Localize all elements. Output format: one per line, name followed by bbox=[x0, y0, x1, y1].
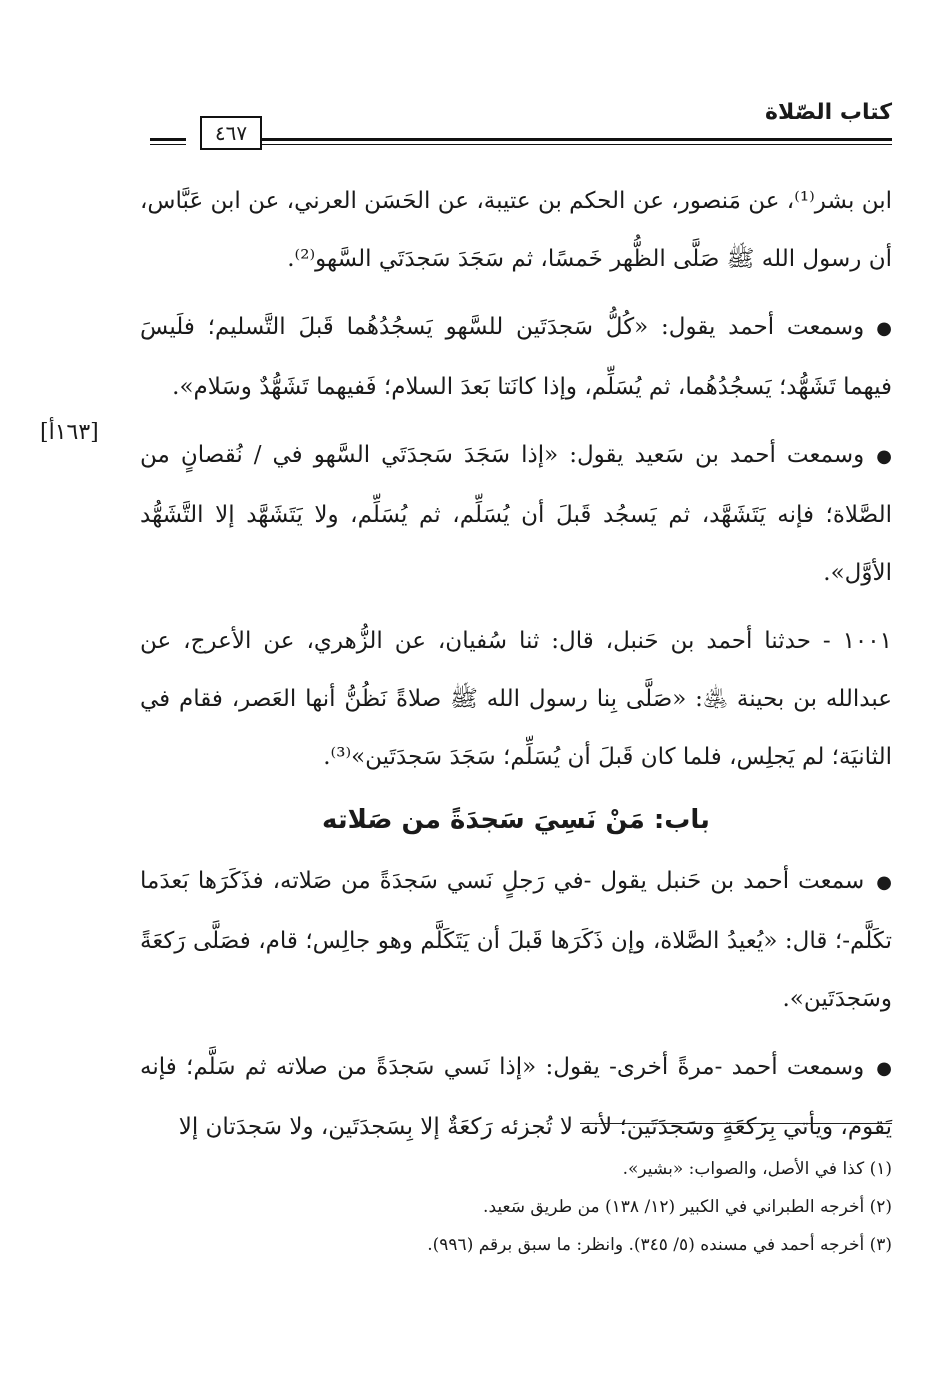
chapter-heading: باب: مَنْ نَسِيَ سَجدَةً من صَلاته bbox=[322, 805, 710, 835]
paragraph-text: وسمعت أحمد بن سَعيد يقول: «إذا سَجَدَ سَجدَتَي السَّهو في / نُقصانٍ من الصَّلاة؛ فإنه يَتَشَهَّد، ثم يَسجُد قَبلَ أن يُسَلِّم، ثم يُسَلِّم، ولا يَتَشَهَّد إلا التَّشَهُّد الأوَّل». bbox=[140, 442, 892, 586]
bullet-icon: ● bbox=[876, 446, 892, 467]
footnote-3: (٣) أخرجه أحمد في مسنده (٥/ ٣٤٥). وانظر: ما سبق برقم (٩٩٦). bbox=[427, 1235, 892, 1255]
paragraph-1 bbox=[140, 172, 892, 288]
margin-manuscript-ref: [١٦٣أ] bbox=[40, 420, 99, 445]
header-rule-short bbox=[150, 138, 186, 145]
bullet-icon: ● bbox=[876, 318, 892, 339]
footnote-1: (١) كذا في الأصل، والصواب: «بشير». bbox=[622, 1159, 892, 1179]
paragraph-text: وسمعت أحمد يقول: «كُلُّ سَجدَتَين للسَّهو يَسجُدُهُما قَبلَ التَّسليم؛ فلَيسَ فيهما تَشَهُّد؛ يَسجُدُهُما، ثم يُسَلِّم، وإذا كانَتا بَعدَ السلام؛ فَفيهما تَشَهُّدٌ وسَلام». bbox=[140, 314, 892, 400]
bullet-icon: ● bbox=[876, 1058, 892, 1079]
page-header bbox=[150, 96, 892, 156]
running-title: كتاب الصّلاة bbox=[765, 100, 892, 125]
paragraph-text: ابن بشر⁽¹⁾، عن مَنصور، عن الحكم بن عتيبة، عن الحَسَن العرني، عن ابن عَبَّاس، أن رسول الله ﷺ صَلَّى الظُّهر خَمسًا، ثم سَجَدَ سَجدَتَي السَّهو⁽²⁾. bbox=[140, 188, 893, 272]
footnotes bbox=[140, 1150, 892, 1264]
paragraph-2 bbox=[140, 298, 892, 416]
page-number: ٤٦٧ bbox=[200, 116, 262, 150]
footnote-2: (٢) أخرجه الطبراني في الكبير (١٢/ ١٣٨) من طريق سَعيد. bbox=[483, 1197, 892, 1217]
main-text bbox=[140, 172, 892, 1156]
footnote-separator bbox=[580, 1123, 892, 1124]
paragraph-5 bbox=[140, 852, 892, 1028]
paragraph-text: ١٠٠١ - حدثنا أحمد بن حَنبل، قال: ثنا سُفيان، عن الزُّهري، عن الأعرج، عن عبدالله بن بحينة ﵁: «صَلَّى بِنا رسول الله ﷺ صلاةً نَظُنُّ أنها العَصر، فقام في الثانيَة؛ لم يَجلِس، فلما كان قَبلَ أن يُسَلِّم؛ سَجَدَ سَجدَتَين»⁽³⁾. bbox=[140, 628, 892, 770]
paragraph-6 bbox=[140, 1038, 892, 1156]
bullet-icon: ● bbox=[876, 872, 892, 893]
paragraph-3 bbox=[140, 426, 892, 602]
paragraph-text: سمعت أحمد بن حَنبل يقول -في رَجلٍ نَسي سَجدَةً من صَلاته، فذَكَرَها بَعدَما تكَلَّم-؛ قال: «يُعيدُ الصَّلاة، وإن ذَكَرَها قَبلَ أن يَتَكَلَّم وهو جالِس؛ قام، فصَلَّى رَكعَةً وسَجدَتَين». bbox=[140, 868, 892, 1012]
header-rule bbox=[260, 138, 892, 145]
paragraph-4 bbox=[140, 612, 892, 786]
paragraph-text: وسمعت أحمد -مرةً أخرى- يقول: «إذا نَسي سَجدَةً من صلاته ثم سَلَّم؛ فإنه يَقوم، ويأتي بِرَكعَةٍ وسَجدَتَين؛ لأنه لا تُجزئه رَكعَةٌ إلا بِسَجدَتَين، ولا سَجدَتان إلا bbox=[140, 1054, 892, 1140]
